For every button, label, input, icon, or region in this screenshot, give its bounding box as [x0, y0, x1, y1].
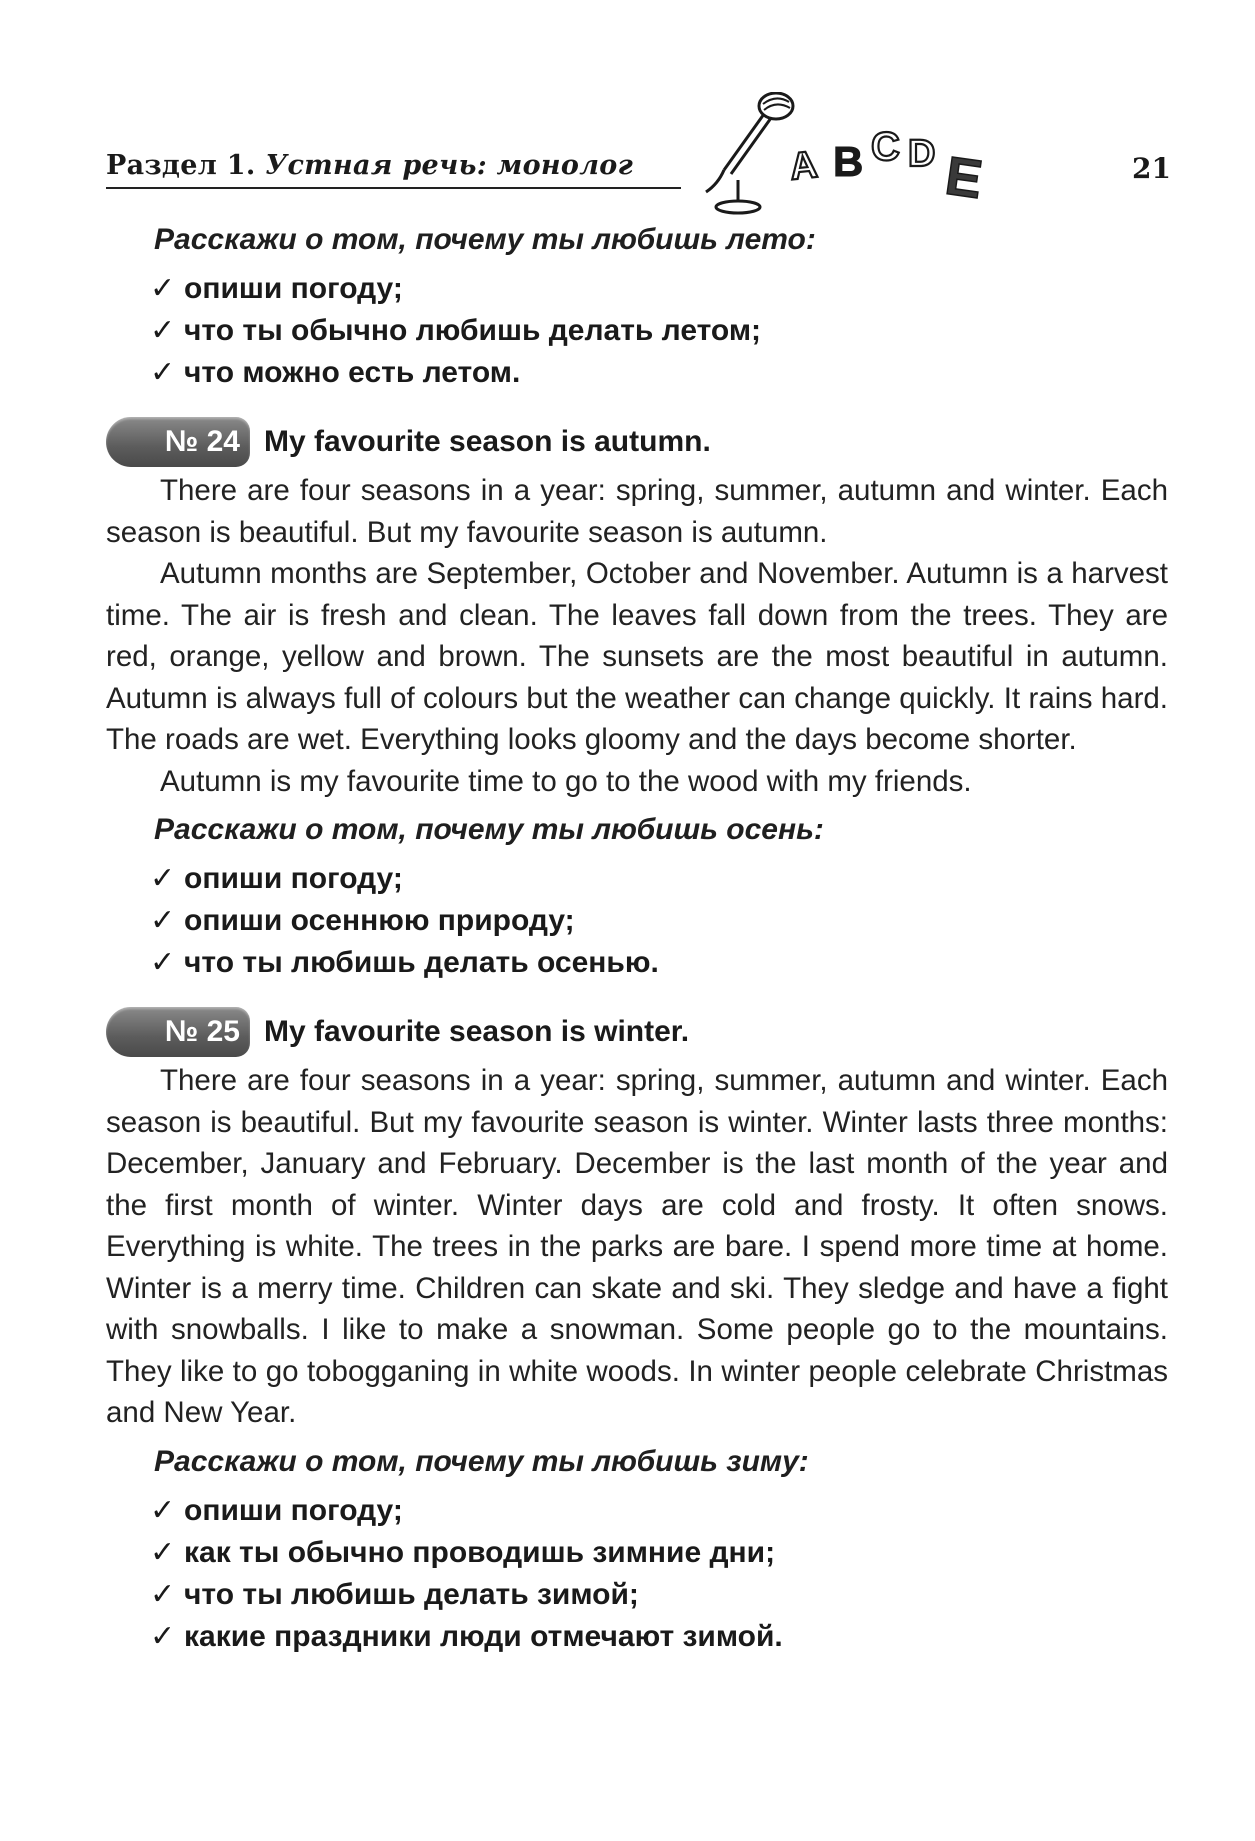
running-header: [106, 150, 633, 181]
section-25-header: [106, 1006, 1168, 1058]
task-heading-winter: Расскажи о том, почему ты любишь зиму:: [154, 1444, 809, 1478]
list-item: ✓ что можно есть летом.: [150, 352, 1168, 394]
section-24-header: [106, 416, 1168, 468]
list-item: ✓ что ты любишь делать зимой;: [150, 1574, 1168, 1616]
page-number: 21: [1132, 152, 1171, 185]
paragraph: There are four seasons in a year: spring, summer, autumn and winter. Each season is beautiful. But my favourite season is autumn.: [106, 474, 1168, 549]
page-content: [106, 218, 1168, 1658]
checklist-summer: [150, 268, 1168, 394]
logo-letter-d: D: [908, 133, 936, 175]
checkmark-icon: ✓: [150, 1576, 176, 1612]
task-heading-summer: Расскажи о том, почему ты любишь лето:: [154, 223, 816, 256]
task-heading-autumn: Расскажи о том, почему ты любишь осень:: [154, 813, 824, 846]
header-rule: [106, 187, 681, 189]
paragraph: Autumn is my favourite time to go to the wood with my friends.: [160, 764, 972, 798]
list-item: ✓ что ты любишь делать осенью.: [150, 942, 1168, 984]
list-item: ✓ опиши погоду;: [150, 1490, 1168, 1532]
checkmark-icon: ✓: [150, 1534, 176, 1570]
checklist-autumn: [150, 858, 1168, 984]
checkmark-icon: ✓: [150, 903, 176, 938]
logo-letter-e: E: [941, 145, 986, 211]
checkmark-icon: ✓: [150, 1618, 176, 1654]
list-item: ✓ что ты обычно любишь делать летом;: [150, 310, 1168, 352]
logo-letter-c: C: [871, 125, 900, 169]
checkmark-icon: ✓: [150, 861, 176, 896]
section-24-title: My favourite season is autumn.: [264, 425, 711, 458]
page-header: [106, 92, 1171, 232]
checkmark-icon: ✓: [150, 355, 176, 390]
microphone-icon: [706, 93, 793, 213]
abcde-letters: [788, 125, 986, 210]
list-item: ✓ опиши погоду;: [150, 858, 1168, 900]
exercise-number-badge: № 25: [106, 1007, 250, 1057]
list-item: ✓ опиши осеннюю природу;: [150, 900, 1168, 942]
logo-letter-a: A: [787, 143, 820, 189]
paragraph: There are four seasons in a year: spring, summer, autumn and winter. Each season is beautiful. But my favourite season is winter. Winter lasts three months: December, January and February. December is the last month of the year and the first month of winter. Winter days are cold and frosty. It often snows. Everything is white. The trees in the parks are bare. I spend more time at home. Winter is a merry time. Children can skate and ski. They sledge and have a fight with snowballs. I like to make a snowman. Some people go to the mountains. They like to go tobogganing in white woods. In winter people celebrate Christmas and New Year.: [106, 1064, 1168, 1429]
checklist-winter: [150, 1490, 1168, 1658]
exercise-number-badge: № 24: [106, 417, 250, 467]
list-item: ✓ опиши погоду;: [150, 268, 1168, 310]
section-title: Устная речь: монолог: [265, 150, 634, 181]
microphone-abcde-logo: [696, 92, 1156, 217]
list-item: ✓ какие праздники люди отмечают зимой.: [150, 1616, 1168, 1658]
checkmark-icon: ✓: [150, 945, 176, 980]
section-25-title: My favourite season is winter.: [264, 1015, 690, 1048]
checkmark-icon: ✓: [150, 271, 176, 306]
section-label: Раздел 1.: [106, 150, 256, 181]
paragraph: Autumn months are September, October and November. Autumn is a harvest time. The air is fresh and clean. The leaves fall down from the trees. They are red, orange, yellow and brown. The sunsets are the most beautiful in autumn. Autumn is always full of colours but the weather can change quickly. It rains hard. The roads are wet. Everything looks gloomy and the days become shorter.: [106, 557, 1168, 756]
checkmark-icon: ✓: [150, 313, 176, 348]
list-item: ✓ как ты обычно проводишь зимние дни;: [150, 1532, 1168, 1574]
checkmark-icon: ✓: [150, 1492, 176, 1528]
logo-letter-b: B: [833, 138, 864, 185]
